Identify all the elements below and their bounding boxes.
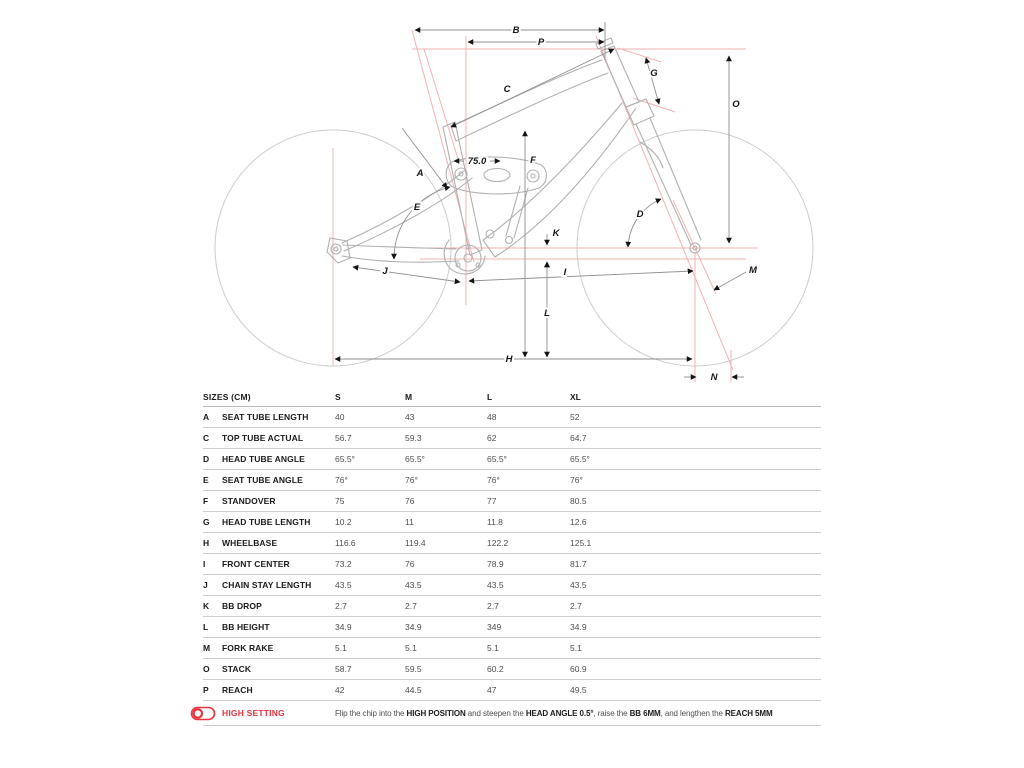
table-header — [203, 388, 821, 407]
row-value-xl: 60.9 — [570, 664, 587, 674]
row-value-m: 43.5 — [405, 580, 422, 590]
table-row — [203, 575, 821, 596]
dim-label-f: F — [530, 155, 536, 166]
row-label: FRONT CENTER — [222, 559, 290, 569]
chain-stay-upper — [343, 245, 456, 249]
column-header-s: S — [335, 392, 341, 402]
row-value-l: 48 — [487, 412, 497, 422]
flip-chip-toggle-icon — [190, 706, 216, 721]
row-label: REACH — [222, 685, 253, 695]
row-value-m: 5.1 — [405, 643, 417, 653]
row-letter: P — [203, 685, 209, 695]
seat-tube — [443, 122, 482, 255]
row-value-m: 59.3 — [405, 433, 422, 443]
row-letter: L — [203, 622, 209, 632]
fork-leg-inner — [650, 118, 701, 240]
row-value-xl: 76° — [570, 475, 583, 485]
row-value-xl: 65.5° — [570, 454, 590, 464]
row-label: SEAT TUBE ANGLE — [222, 475, 303, 485]
row-value-s: 2.7 — [335, 601, 347, 611]
row-letter: O — [203, 664, 210, 674]
dim-label-n: N — [710, 372, 718, 383]
description-bold-segment: HEAD ANGLE 0.5° — [525, 708, 594, 718]
table-row — [203, 596, 821, 617]
row-value-xl: 80.5 — [570, 496, 587, 506]
table-row — [203, 554, 821, 575]
row-letter: E — [203, 475, 209, 485]
table-row — [203, 680, 821, 701]
row-value-xl: 125.1 — [570, 538, 592, 548]
row-value-l: 43.5 — [487, 580, 504, 590]
row-letter: D — [203, 454, 210, 464]
row-label: HEAD TUBE LENGTH — [222, 517, 311, 527]
row-value-s: 40 — [335, 412, 345, 422]
row-value-l: 77 — [487, 496, 497, 506]
row-value-xl: 64.7 — [570, 433, 587, 443]
row-letter: K — [203, 601, 210, 611]
row-value-s: 116.6 — [335, 538, 356, 548]
row-label: HEAD TUBE ANGLE — [222, 454, 305, 464]
row-letter: I — [203, 559, 206, 569]
row-value-s: 65.5° — [335, 454, 355, 464]
row-value-s: 58.7 — [335, 664, 352, 674]
high-setting-label: HIGH SETTING — [222, 708, 285, 718]
dim-label-p: P — [537, 37, 545, 48]
table-row — [203, 617, 821, 638]
row-value-s: 43.5 — [335, 580, 352, 590]
row-value-s: 34.9 — [335, 622, 352, 632]
fork-crown — [626, 99, 654, 125]
table-title: SIZES (CM) — [203, 392, 251, 402]
table-row — [203, 428, 821, 449]
row-value-l: 2.7 — [487, 601, 499, 611]
row-value-m: 59.5 — [405, 664, 422, 674]
table-row — [203, 491, 821, 512]
dim-label-b: B — [512, 25, 520, 36]
row-label: SEAT TUBE LENGTH — [222, 412, 309, 422]
dim-label-i: I — [563, 267, 567, 278]
table-row — [203, 449, 821, 470]
row-value-s: 56.7 — [335, 433, 352, 443]
dim-label-a: A — [416, 168, 424, 179]
row-value-l: 47 — [487, 685, 497, 695]
table-row — [203, 533, 821, 554]
row-value-m: 65.5° — [405, 454, 425, 464]
table-row — [203, 659, 821, 680]
row-letter: A — [203, 412, 210, 422]
high-setting-row — [203, 701, 821, 726]
description-bold-segment: BB 6MM — [629, 708, 661, 718]
row-value-m: 76 — [405, 496, 415, 506]
row-label: BB HEIGHT — [222, 622, 270, 632]
row-value-s: 42 — [335, 685, 345, 695]
table-row — [203, 638, 821, 659]
description-segment: , and lengthen the — [660, 708, 725, 718]
dim-label-e: E — [413, 202, 421, 213]
column-header-l: L — [487, 392, 493, 402]
description-segment: and steepen the — [465, 708, 526, 718]
dim-label-j: J — [382, 266, 388, 277]
description-segment: , raise the — [593, 708, 630, 718]
row-value-m: 119.4 — [405, 538, 426, 548]
row-label: CHAIN STAY LENGTH — [222, 580, 312, 590]
row-value-xl: 5.1 — [570, 643, 582, 653]
seat-stay-lower — [344, 178, 472, 251]
description-bold-segment: HIGH POSITION — [406, 708, 466, 718]
dim-label-k: K — [552, 228, 560, 239]
seat-angle-value: 75.0 — [467, 156, 487, 167]
row-value-m: 34.9 — [405, 622, 422, 632]
row-value-xl: 34.9 — [570, 622, 587, 632]
row-value-s: 5.1 — [335, 643, 347, 653]
row-value-xl: 52 — [570, 412, 580, 422]
row-letter: M — [203, 643, 211, 653]
row-value-l: 11.8 — [487, 517, 503, 527]
row-label: TOP TUBE ACTUAL — [222, 433, 304, 443]
row-value-m: 76° — [405, 475, 418, 485]
dim-label-h: H — [505, 354, 513, 365]
dim-label-d: D — [636, 209, 644, 220]
dim-label-m: M — [749, 265, 757, 276]
row-value-l: 62 — [487, 433, 497, 443]
row-value-m: 2.7 — [405, 601, 417, 611]
row-value-m: 76 — [405, 559, 415, 569]
row-value-l: 60.2 — [487, 664, 504, 674]
dim-label-o: O — [732, 99, 740, 110]
row-value-l: 65.5° — [487, 454, 507, 464]
description-bold-segment: REACH 5MM — [724, 708, 773, 718]
row-value-l: 5.1 — [487, 643, 499, 653]
row-label: WHEELBASE — [222, 538, 278, 548]
row-value-xl: 12.6 — [570, 517, 587, 527]
row-label: BB DROP — [222, 601, 262, 611]
row-letter: G — [203, 517, 210, 527]
table-row — [203, 407, 821, 428]
dim-label-g: G — [650, 68, 658, 79]
table-body — [203, 407, 821, 701]
row-value-xl: 43.5 — [570, 580, 587, 590]
row-label: FORK RAKE — [222, 643, 274, 653]
column-header-xl: XL — [570, 392, 581, 402]
geometry-table — [203, 388, 821, 726]
top-tube — [451, 60, 608, 141]
high-setting-description — [335, 709, 821, 718]
dim-label-l: L — [544, 308, 550, 319]
row-value-xl: 81.7 — [570, 559, 587, 569]
row-label: STACK — [222, 664, 252, 674]
row-value-xl: 49.5 — [570, 685, 587, 695]
description-segment: Flip the chip into the — [335, 708, 407, 718]
row-value-m: 11 — [405, 517, 414, 527]
table-row — [203, 512, 821, 533]
row-letter: J — [203, 580, 208, 590]
row-letter: C — [203, 433, 210, 443]
row-value-s: 10.2 — [335, 517, 352, 527]
row-value-s: 75 — [335, 496, 345, 506]
row-letter: H — [203, 538, 210, 548]
table-row — [203, 470, 821, 491]
idler-pulley — [486, 230, 494, 238]
row-value-m: 44.5 — [405, 685, 422, 695]
row-label: STANDOVER — [222, 496, 276, 506]
row-letter: F — [203, 496, 209, 506]
seat-stay-upper — [342, 170, 465, 243]
row-value-m: 43 — [405, 412, 415, 422]
dim-label-c: C — [503, 84, 511, 95]
row-value-l: 349 — [487, 622, 502, 632]
row-value-l: 78.9 — [487, 559, 504, 569]
row-value-xl: 2.7 — [570, 601, 582, 611]
row-value-s: 73.2 — [335, 559, 352, 569]
row-value-l: 122.2 — [487, 538, 509, 548]
fork-arch — [640, 142, 663, 168]
row-value-s: 76° — [335, 475, 348, 485]
fork-leg-outer — [636, 124, 691, 245]
column-header-m: M — [405, 392, 413, 402]
row-value-l: 76° — [487, 475, 500, 485]
